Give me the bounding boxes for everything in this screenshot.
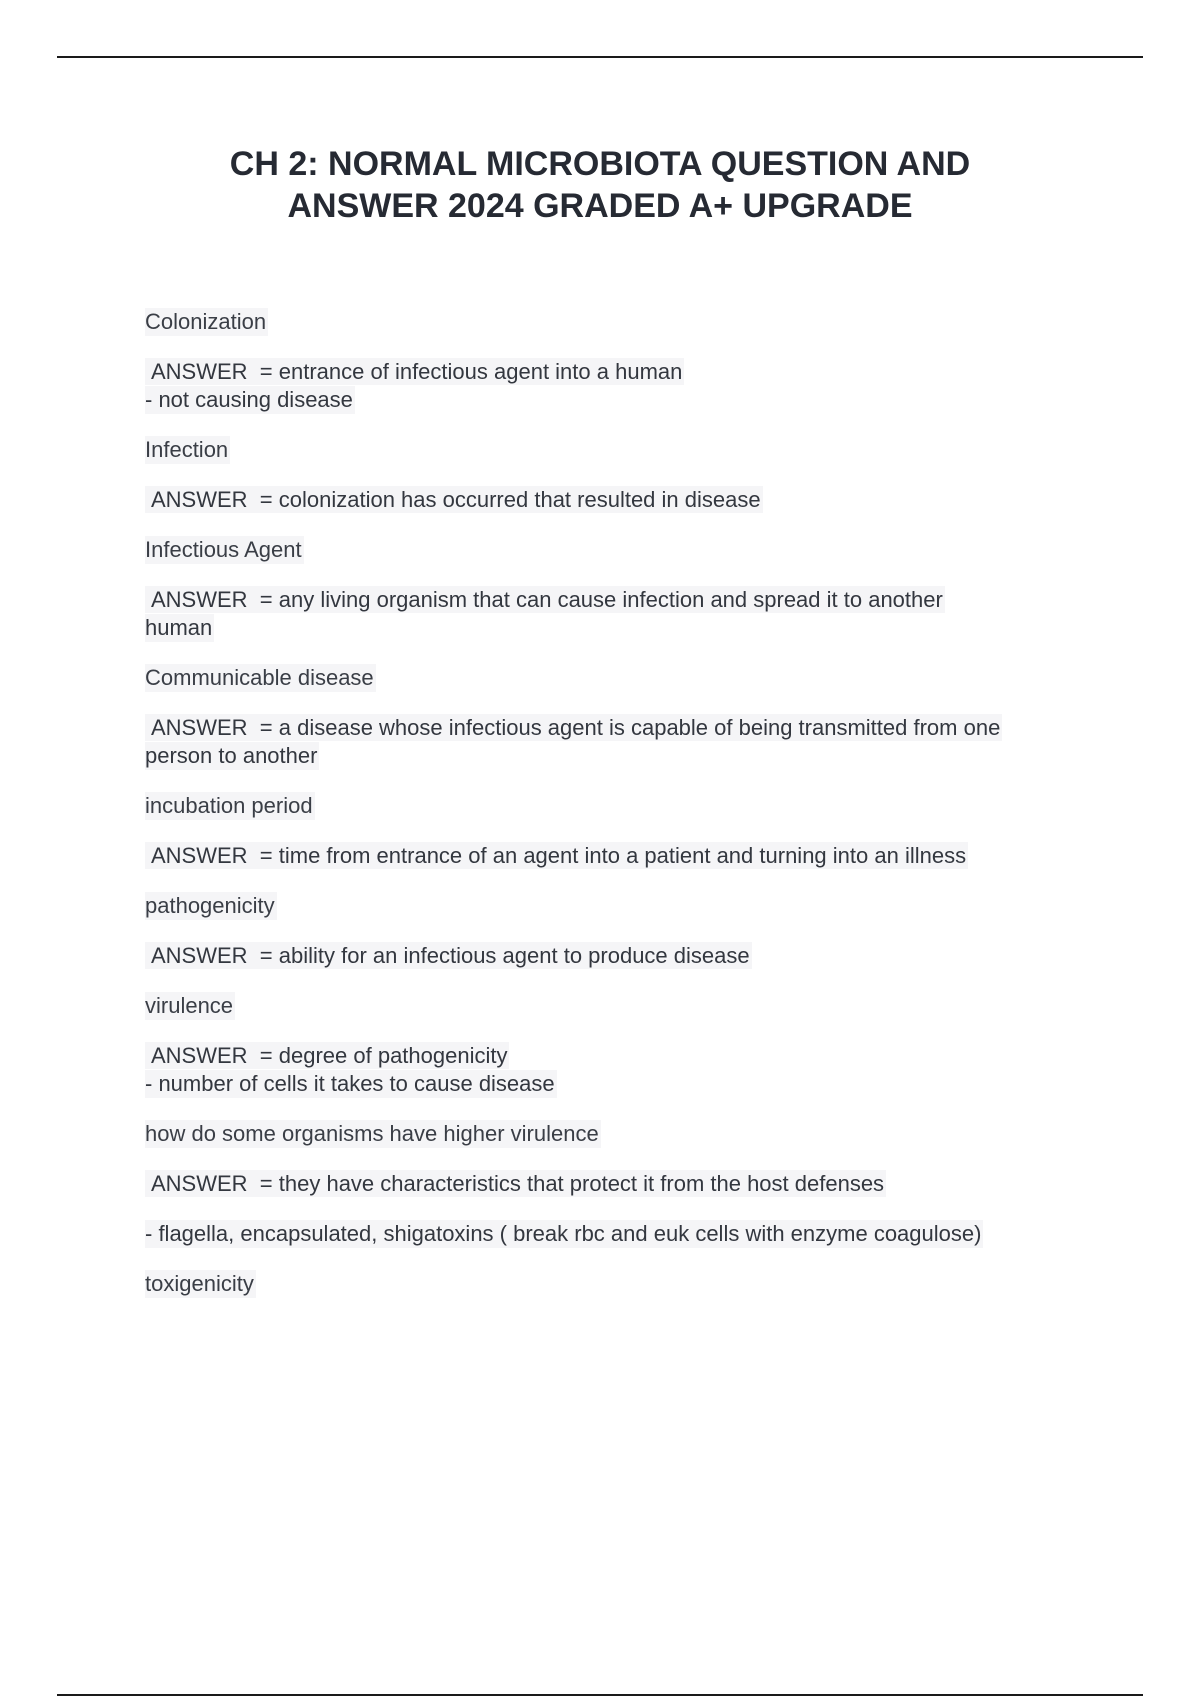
answer-label: ANSWER [151, 943, 248, 968]
qa-entry [145, 436, 1105, 514]
note-text: - flagella, encapsulated, shigatoxins ( break rbc and euk cells with enzyme coagulose) [145, 1221, 982, 1246]
top-divider [57, 56, 1143, 58]
qa-entry [145, 308, 1105, 414]
answer-label: ANSWER [151, 359, 248, 384]
question-text: Infection [145, 437, 229, 462]
answer-block [145, 486, 1105, 514]
question-text: Communicable disease [145, 665, 374, 690]
question-text: incubation period [145, 793, 313, 818]
question-text: toxigenicity [145, 1271, 254, 1296]
question-text: pathogenicity [145, 893, 275, 918]
answer-block [145, 358, 1105, 414]
answer-label: ANSWER [151, 715, 248, 740]
answer-text: = a disease whose infectious agent is capable of being transmitted from one [259, 715, 1001, 740]
answer-label: ANSWER [151, 1043, 248, 1068]
bottom-divider [57, 1694, 1143, 1696]
answer-label: ANSWER [151, 587, 248, 612]
question-text: Infectious Agent [145, 537, 302, 562]
answer-extra-text: human [145, 615, 213, 640]
answer-text: = time from entrance of an agent into a patient and turning into an illness [259, 843, 967, 868]
qa-entry [145, 536, 1105, 642]
qa-entry [145, 792, 1105, 870]
answer-block [145, 1170, 1105, 1198]
answer-block [145, 1042, 1105, 1098]
answer-label: ANSWER [151, 1171, 248, 1196]
question-text: how do some organisms have higher virulence [145, 1121, 599, 1146]
answer-extra-text: person to another [145, 743, 318, 768]
answer-text: = they have characteristics that protect it from the host defenses [259, 1171, 885, 1196]
answer-label: ANSWER [151, 487, 248, 512]
qa-entry [145, 992, 1105, 1098]
page-title [100, 143, 1100, 227]
qa-list [145, 308, 1105, 1320]
question-text: Colonization [145, 309, 267, 334]
answer-text: = ability for an infectious agent to produce disease [259, 943, 750, 968]
answer-block [145, 842, 1105, 870]
qa-entry [145, 1120, 1105, 1198]
qa-entry [145, 664, 1105, 770]
answer-text: = degree of pathogenicity [259, 1043, 508, 1068]
answer-extra-text: - not causing disease [145, 387, 353, 412]
answer-label: ANSWER [151, 843, 248, 868]
answer-text: = colonization has occurred that resulted in disease [259, 487, 761, 512]
title-line-2: ANSWER 2024 GRADED A+ UPGRADE [287, 187, 913, 225]
answer-block [145, 714, 1105, 770]
answer-extra-text: - number of cells it takes to cause disease [145, 1071, 555, 1096]
title-line-1: CH 2: NORMAL MICROBIOTA QUESTION AND [229, 145, 971, 183]
answer-block [145, 942, 1105, 970]
qa-entry [145, 892, 1105, 970]
question-text: virulence [145, 993, 234, 1018]
answer-text: = entrance of infectious agent into a human [259, 359, 683, 384]
answer-block [145, 586, 1105, 642]
answer-text: = any living organism that can cause infection and spread it to another [259, 587, 943, 612]
